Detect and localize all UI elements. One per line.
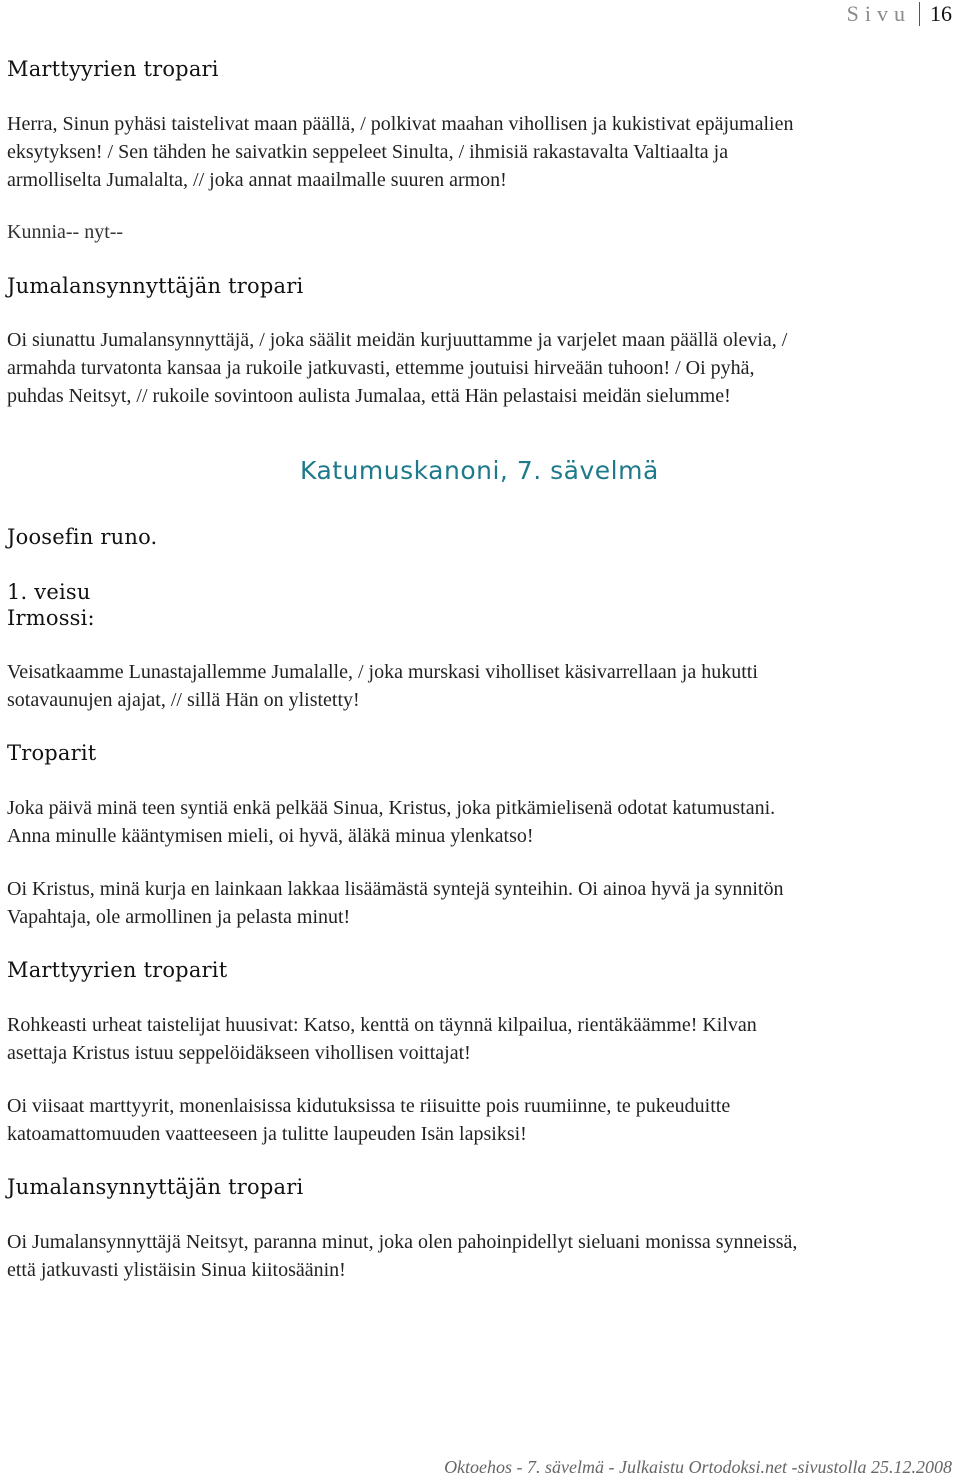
text-line: eksytyksen! / Sen tähden he saivatkin seppeleet Sinulta, / ihmisiä rakastavalta Valtiaalta ja xyxy=(7,141,729,163)
text-line: armahda turvatonta kansaa ja rukoile jatkuvasti, ettemme joutuisi hirveään tuhoon! / Oi pyhä, xyxy=(7,357,755,379)
heading-marttyyrien-tropari: Marttyyrien tropari xyxy=(7,57,219,81)
text-line: Herra, Sinun pyhäsi taistelivat maan päällä, / polkivat maahan vihollisen ja kukistivat epäjumalien xyxy=(7,113,794,135)
paragraph-theotokion-2 xyxy=(7,1228,942,1284)
text-line: asettaja Kristus istuu seppelöidäkseen vihollisen voittajat! xyxy=(7,1042,471,1064)
text-line: Oi Kristus, minä kurja en lainkaan lakkaa lisäämästä syntejä synteihin. Oi ainoa hyvä ja synnitön xyxy=(7,878,784,900)
page-number: 16 xyxy=(930,1,952,26)
text-line: Rohkeasti urheat taistelijat huusivat: Katso, kenttä on täynnä kilpailua, rientäkäämme! Kilvan xyxy=(7,1014,757,1036)
text-line: Veisatkaamme Lunastajallemme Jumalalle, / joka murskasi viholliset käsivarrellaan ja hukutti xyxy=(7,661,758,683)
header-divider xyxy=(919,2,920,26)
paragraph-martyrs-2 xyxy=(7,1092,942,1148)
paragraph-troparion-1 xyxy=(7,794,942,850)
text-line: Anna minulle kääntymisen mieli, oi hyvä, äläkä minua ylenkatso! xyxy=(7,825,534,847)
paragraph-martyrs-1 xyxy=(7,1011,942,1067)
text-line: Joka päivä minä teen syntiä enkä pelkää Sinua, Kristus, joka pitkämielisenä odotat katumustani. xyxy=(7,797,776,819)
text-line: katoamattomuuden vaatteeseen ja tulitte laupeuden Isän lapsiksi! xyxy=(7,1123,527,1145)
text-line: sotavaunujen ajajat, // sillä Hän on ylistetty! xyxy=(7,689,360,711)
paragraph-theotokion xyxy=(7,326,942,410)
text-line: Oi viisaat marttyyrit, monenlaisissa kidutuksissa te riisuitte pois ruumiinne, te pukeuduitte xyxy=(7,1095,731,1117)
page-header xyxy=(847,0,952,28)
paragraph-martyrs xyxy=(7,110,942,194)
page-footer: Oktoehos - 7. sävelmä - Julkaistu Ortodoksi.net -sivustolla 25.12.2008 xyxy=(444,1457,952,1477)
heading-theotokion-2: Jumalansynnyttäjän tropari xyxy=(7,1175,304,1199)
heading-theotokion: Jumalansynnyttäjän tropari xyxy=(7,274,304,298)
text-line: Oi siunattu Jumalansynnyttäjä, / joka säälit meidän kurjuuttamme ja varjelet maan päällä olevia, / xyxy=(7,329,788,351)
heading-troparit: Troparit xyxy=(7,741,97,765)
page-label: Sivu xyxy=(846,1,911,26)
paragraph-irmos xyxy=(7,658,942,714)
heading-marttyyrien-troparit: Marttyyrien troparit xyxy=(7,958,228,982)
kunnia-line: Kunnia-- nyt-- xyxy=(7,221,124,243)
text-line: Oi Jumalansynnyttäjä Neitsyt, paranna minut, joka olen pahoinpidellyt sieluani monissa synneissä, xyxy=(7,1231,798,1253)
heading-ode-1: 1. veisu xyxy=(7,580,91,604)
paragraph-troparion-2 xyxy=(7,875,942,931)
text-line: Vapahtaja, ole armollinen ja pelasta minut! xyxy=(7,906,351,928)
text-line: että jatkuvasti ylistäisin Sinua kiitosäänin! xyxy=(7,1259,346,1281)
canon-title: Katumuskanoni, 7. sävelmä xyxy=(300,456,659,485)
heading-irmos: Irmossi: xyxy=(7,606,95,630)
heading-joosefin-runo: Joosefin runo. xyxy=(7,525,158,549)
text-line: armolliselta Jumalalta, // joka annat maailmalle suuren armon! xyxy=(7,169,507,191)
text-line: puhdas Neitsyt, // rukoile sovintoon aulista Jumalaa, että Hän pelastaisi meidän sielumme! xyxy=(7,385,731,407)
